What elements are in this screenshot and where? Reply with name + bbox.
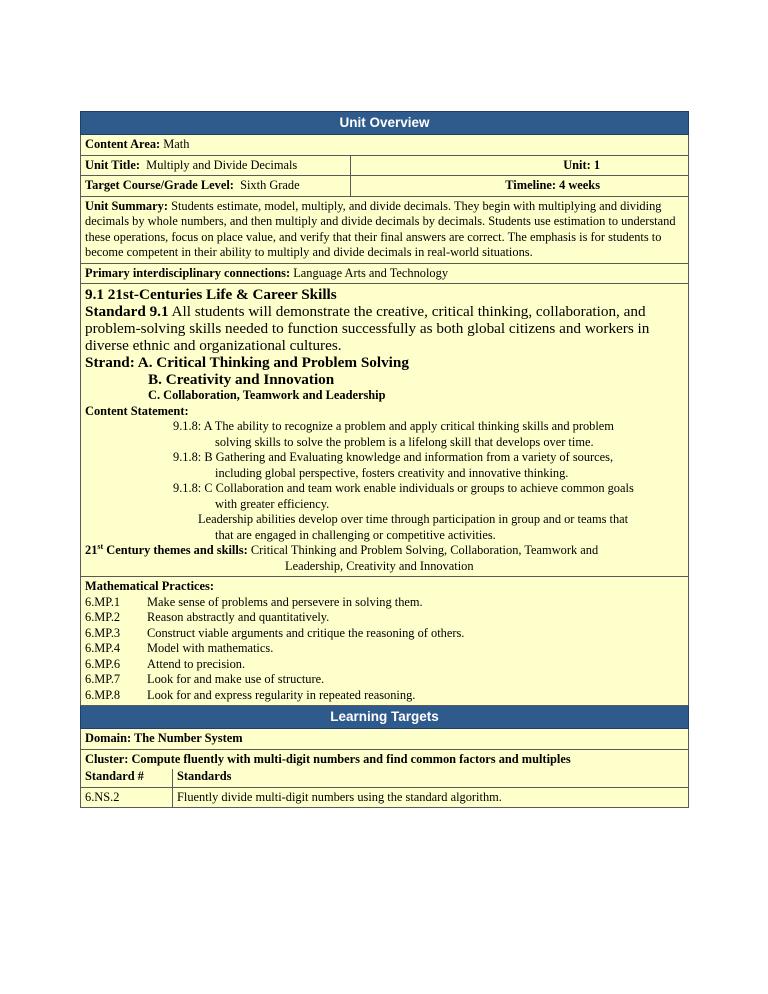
standard-code: 6.NS.2 bbox=[81, 787, 173, 808]
content-statement-b-line1: 9.1.8: B Gathering and Evaluating knowledge and information from a variety of sources, bbox=[173, 450, 614, 464]
practice-item: 6.MP.6 Attend to precision. bbox=[85, 656, 246, 671]
practice-item: 6.MP.1 Make sense of problems and persevere in solving them. bbox=[85, 594, 423, 609]
standard-9-1-text: All students will demonstrate the creative, critical thinking, collaboration, and problem-solving skills needed to function successfully as both global citizens and workers in diverse ethnic and organizational cultures. bbox=[85, 303, 650, 354]
unit-document bbox=[80, 111, 688, 808]
unit-overview-table bbox=[80, 111, 689, 808]
content-statement-label: Content Statement: bbox=[85, 403, 189, 418]
unit-summary-row bbox=[81, 196, 689, 263]
unit-title-cell bbox=[81, 155, 351, 176]
target-course-label: Target Course/Grade Level: bbox=[85, 178, 234, 192]
standard-9-1-label: Standard 9.1 bbox=[85, 303, 169, 320]
content-statement-b-line2: including global perspective, fosters creativity and innovative thinking. bbox=[215, 465, 569, 480]
cluster-row bbox=[81, 749, 689, 769]
unit-overview-header: Unit Overview bbox=[81, 112, 689, 135]
career-skills-heading: 9.1 21st-Centuries Life & Career Skills bbox=[85, 286, 337, 303]
domain-row bbox=[81, 729, 689, 750]
standard-number-header: Standard # bbox=[81, 769, 173, 787]
content-statement-a-line2: solving skills to solve the problem is a lifelong skill that develops over time. bbox=[215, 434, 594, 449]
target-course-value: Sixth Grade bbox=[240, 178, 300, 192]
unit-number: Unit: 1 bbox=[563, 157, 601, 172]
career-skills-section bbox=[81, 284, 689, 577]
century-themes-line1 bbox=[85, 543, 684, 559]
standard-text: Fluently divide multi-digit numbers using the standard algorithm. bbox=[173, 787, 689, 808]
strand-a: Strand: A. Critical Thinking and Problem Solving bbox=[85, 354, 409, 371]
content-statement-a-line1: 9.1.8: A The ability to recognize a problem and apply critical thinking skills and problem bbox=[173, 419, 614, 433]
century-themes-label: 21st Century themes and skills: bbox=[85, 541, 248, 557]
learning-targets-header: Learning Targets bbox=[81, 706, 689, 729]
mathematical-practices-section bbox=[81, 577, 689, 706]
century-themes-text-2: Leadership, Creativity and Innovation bbox=[285, 558, 474, 573]
content-statement-c-line2: with greater efficiency. bbox=[215, 496, 330, 511]
unit-title-value: Multiply and Divide Decimals bbox=[146, 157, 298, 172]
century-themes-text-1: Critical Thinking and Problem Solving, Collaboration, Teamwork and bbox=[250, 543, 599, 557]
interdisciplinary-value: Language Arts and Technology bbox=[293, 265, 449, 280]
interdisciplinary-label: Primary interdisciplinary connections: bbox=[85, 265, 291, 280]
unit-number-cell bbox=[351, 155, 689, 176]
content-statement-c-line1: 9.1.8: C Collaboration and team work enable individuals or groups to achieve common goals bbox=[173, 481, 634, 495]
practice-item: 6.MP.2 Reason abstractly and quantitatively. bbox=[85, 610, 330, 624]
content-area-value: Math bbox=[163, 137, 190, 151]
strand-b: B. Creativity and Innovation bbox=[148, 371, 335, 388]
standard-9-1 bbox=[85, 303, 684, 354]
content-area-row bbox=[81, 135, 689, 156]
content-statement-d-line1: Leadership abilities develop over time through participation in group and or teams that bbox=[198, 512, 629, 526]
unit-summary-label: Unit Summary: bbox=[85, 198, 168, 213]
interdisciplinary-row bbox=[81, 263, 689, 284]
practice-item: 6.MP.8 Look for and express regularity in repeated reasoning. bbox=[85, 687, 416, 702]
domain-text: Domain: The Number System bbox=[85, 731, 243, 745]
practice-item: 6.MP.3 Construct viable arguments and critique the reasoning of others. bbox=[85, 625, 465, 640]
practice-item: 6.MP.4 Model with mathematics. bbox=[85, 641, 274, 655]
timeline-cell bbox=[351, 176, 689, 197]
standards-header: Standards bbox=[173, 769, 689, 787]
content-statement-d-line2: that are engaged in challenging or competitive activities. bbox=[215, 527, 496, 542]
cluster-text: Cluster: Compute fluently with multi-digit numbers and find common factors and multiples bbox=[85, 751, 571, 766]
target-course-cell bbox=[81, 176, 351, 197]
strand-c: C. Collaboration, Teamwork and Leadership bbox=[148, 388, 386, 402]
unit-summary-text: Students estimate, model, multiply, and divide decimals. They begin with multiplying and dividing decimals by whole numbers, and then multiply and divide decimals by decimals. Students use estimation to understand these operations, focus on place value, and verify that their final answers are correct. The emphasis is for students to become competent in their ability to multiply and divide decimals in real-world situations. bbox=[85, 198, 676, 259]
practice-item: 6.MP.7 Look for and make use of structure. bbox=[85, 672, 325, 686]
timeline: Timeline: 4 weeks bbox=[505, 178, 601, 192]
unit-title-label: Unit Title: bbox=[85, 157, 140, 172]
mathematical-practices-label: Mathematical Practices: bbox=[85, 579, 215, 593]
content-area-label: Content Area: bbox=[85, 137, 161, 151]
